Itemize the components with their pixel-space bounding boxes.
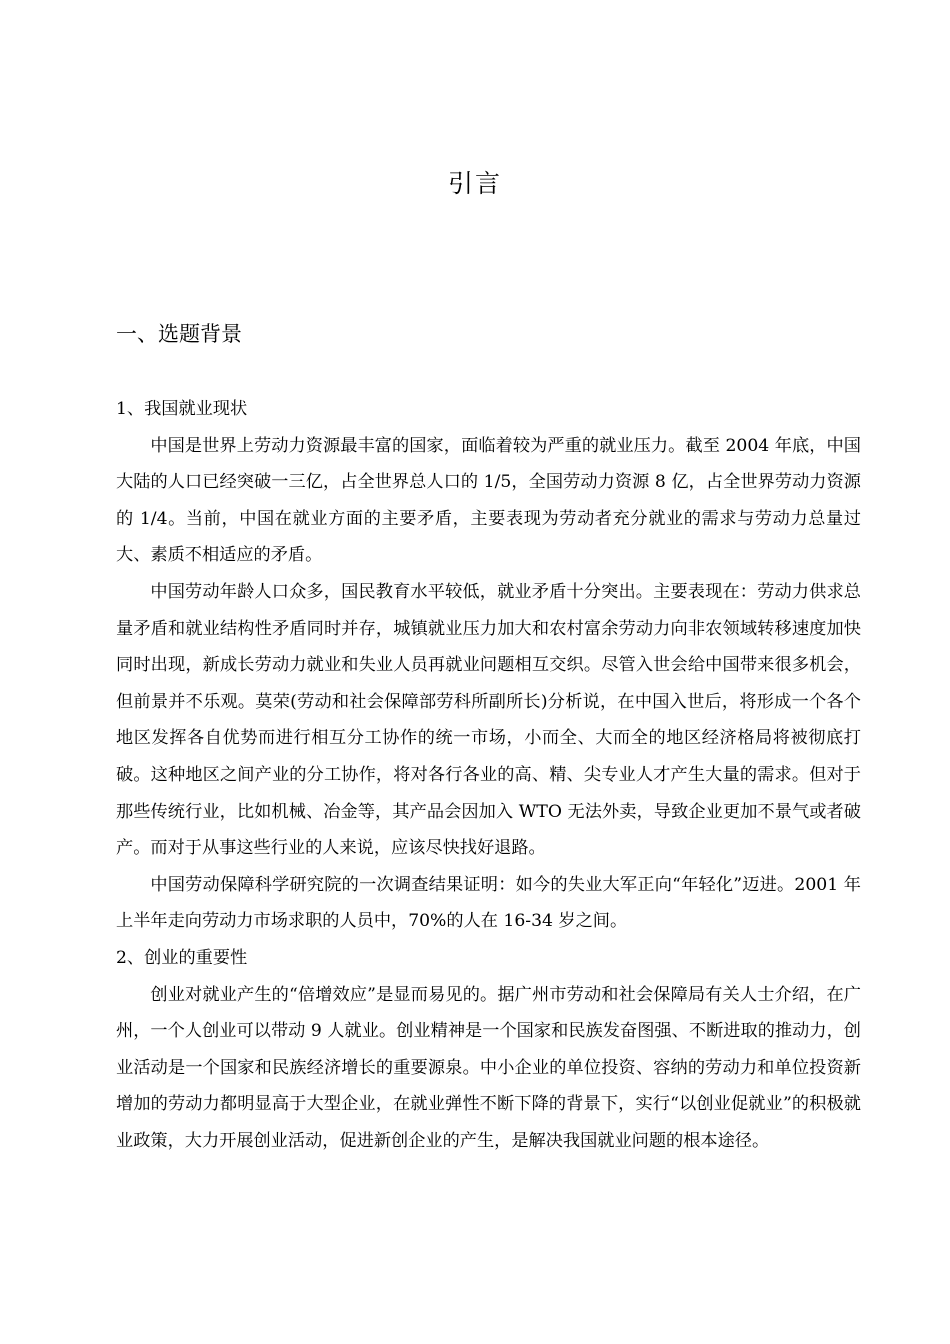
paragraph: 中国劳动年龄人口众多，国民教育水平较低，就业矛盾十分突出。主要表现在：劳动力供求总量矛盾和就业结构性矛盾同时并存，城镇就业压力加大和农村富余劳动力向非农领域转移速度加快同时出现，新成长劳动力就业和失业人员再就业问题相互交织。尽管入世会给中国带来很多机会，但前景并不乐观。莫荣(劳动和社会保障部劳科所副所长)分析说，在中国入世后，将形成一个各个地区发挥各自优势而进行相互分工协作的统一市场，小而全、大而全的地区经济格局将被彻底打破。这种地区之间产业的分工协作，将对各行各业的高、精、尖专业人才产生大量的需求。但对于那些传统行业，比如机械、冶金等，其产品会因加入 WTO 无法外卖，导致企业更加不景气或者破产。而对于从事这些行业的人来说，应该尽快找好退路。 <box>116 581 861 859</box>
paragraph: 中国劳动保障科学研究院的一次调查结果证明：如今的失业大军正向“年轻化”迈进。2001 年上半年走向劳动力市场求职的人员中，70%的人在 16-34 岁之间。 <box>116 874 861 932</box>
paragraph: 中国是世界上劳动力资源最丰富的国家，面临着较为严重的就业压力。截至 2004 年底，中国大陆的人口已经突破一三亿，占全世界总人口的 1/5，全国劳动力资源 8 亿，占全世界劳动力资源的 1/4。当前，中国在就业方面的主要矛盾，主要表现为劳动者充分就业的需求与劳动力总量过大、素质不相适应的矛盾。 <box>116 435 861 566</box>
body-text <box>116 391 861 1159</box>
paragraph: 创业对就业产生的“倍增效应”是显而易见的。据广州市劳动和社会保障局有关人士介绍，在广州，一个人创业可以带动 9 人就业。创业精神是一个国家和民族发奋图强、不断进取的推动力，创业活动是一个国家和民族经济增长的重要源泉。中小企业的单位投资、容纳的劳动力和单位投资新增加的劳动力都明显高于大型企业，在就业弹性不断下降的背景下，实行“以创业促就业”的积极就业政策，大力开展创业活动，促进新创企业的产生，是解决我国就业问题的根本途径。 <box>116 984 861 1151</box>
section-heading: 一、选题背景 <box>116 322 242 346</box>
page-title: 引言 <box>447 169 502 198</box>
subsection-heading-entrepreneurship-importance: 2、创业的重要性 <box>116 947 248 968</box>
subsection-heading-employment-status: 1、我国就业现状 <box>116 399 248 419</box>
